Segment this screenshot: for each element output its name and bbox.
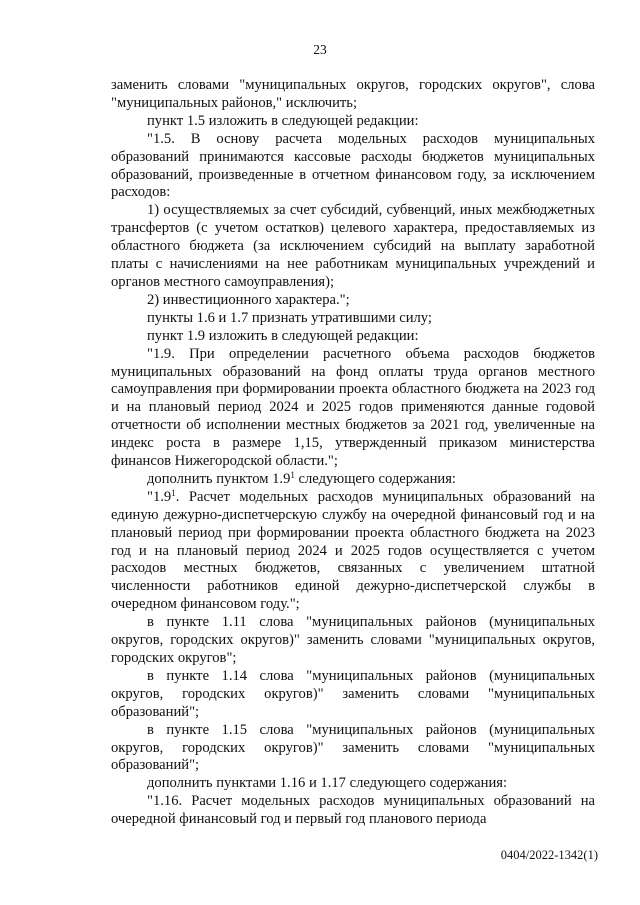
superscript: 1 (171, 487, 176, 498)
document-code: 0404/2022-1342(1) (500, 848, 598, 862)
paragraph: "1.16. Расчет модельных расходов муниципальных образований на очередной финансовый год и первый год планового периода (111, 793, 595, 828)
paragraph: 2) инвестиционного характера."; (147, 291, 350, 308)
document-body (111, 77, 595, 829)
paragraph: в пункте 1.14 слова "муниципальных районов (муниципальных округов, городских округов)" заменить словами "муниципальных образований"; (111, 667, 595, 720)
paragraph: заменить словами "муниципальных округов, городских округов", слова "муниципальных районов," исключить; (111, 77, 595, 111)
paragraph: дополнить пунктом $1.9^1$ следующего содержания: (147, 469, 456, 487)
paragraph: "$1.9^1$. Расчет модельных расходов муниципальных образований на единую дежурно-диспетчерскую службу на очередной финансовый год и на плановый период при формировании проекта областного бюджета на 2023 год и на плановый период 2024 и 2025 годов осуществляется с учетом расходов местных бюджетов, связанных с увеличением штатной численности работников единой дежурно-диспетчерской службы в очередном финансовом году."; (111, 487, 595, 613)
paragraph: 1) осуществляемых за счет субсидий, субвенций, иных межбюджетных трансфертов (с учетом остатков) целевого характера, предоставляемых из областного бюджета (за исключением субсидий на выплату заработной платы с начислениями на нее работникам муниципальных учреждений и органов местного самоуправления); (111, 202, 595, 290)
paragraph: пункт 1.9 изложить в следующей редакции: (147, 327, 419, 344)
paragraph: "1.5. В основу расчета модельных расходов муниципальных образований принимаются кассовые расходы бюджетов муниципальных образований, произведенные в отчетном финансовом году, за исключением расходов: (111, 130, 595, 201)
superscript: 1 (290, 469, 295, 480)
page-number: 23 (313, 42, 327, 57)
paragraph: в пункте 1.15 слова "муниципальных районов (муниципальных округов, городских округов)" заменить словами "муниципальных образований"; (111, 721, 595, 774)
paragraph: дополнить пунктами 1.16 и 1.17 следующего содержания: (147, 775, 508, 792)
paragraph: пункт 1.5 изложить в следующей редакции: (147, 112, 419, 129)
paragraph: "1.9. При определении расчетного объема расходов бюджетов муниципальных образований на фонд оплаты труда органов местного самоуправления при формировании проекта областного бюджета на 2023 год и на плановый период 2024 и 2025 годов применяются данные годовой отчетности об исполнении местных бюджетов за 2021 год, увеличенные на индекс роста в размере 1,15, утвержденный приказом министерства финансов Нижегородской области."; (111, 345, 595, 470)
paragraph: пункты 1.6 и 1.7 признать утратившими силу; (147, 309, 432, 326)
paragraph: в пункте 1.11 слова "муниципальных районов (муниципальных округов, городских округов)" заменить словами "муниципальных округов, городских округов"; (111, 614, 595, 666)
